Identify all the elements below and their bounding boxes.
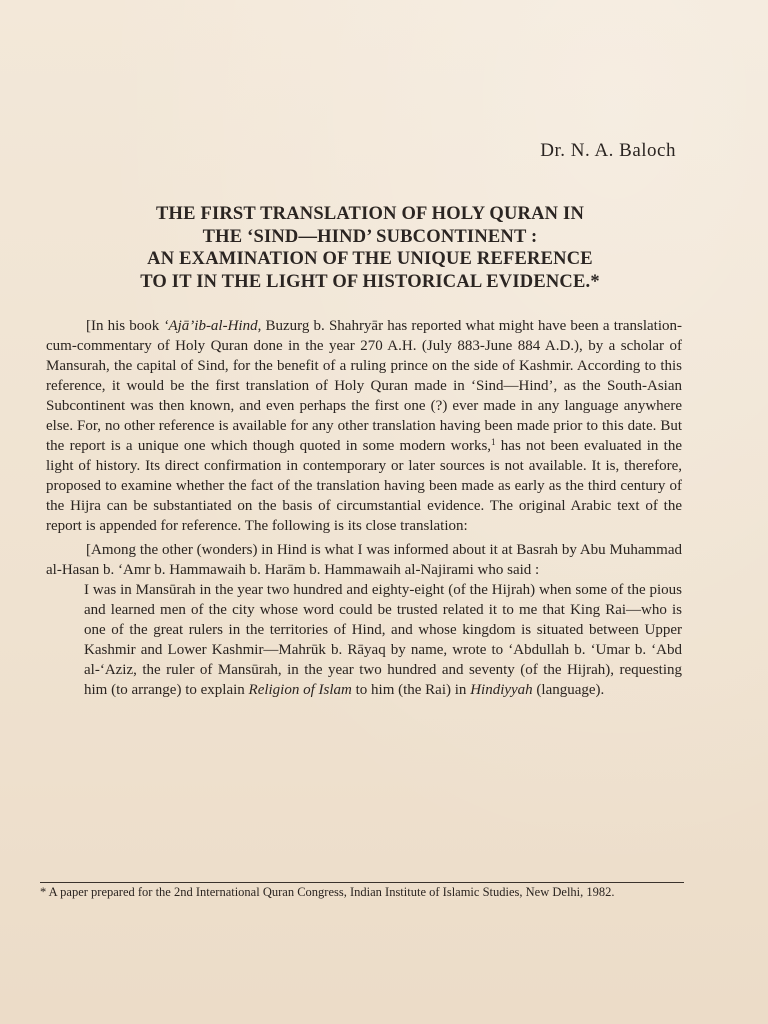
title-line: THE FIRST TRANSLATION OF HOLY QURAN IN <box>155 204 585 224</box>
title-line: TO IT IN THE LIGHT OF HISTORICAL EVIDENCE.* <box>140 271 600 292</box>
title-line: AN EXAMINATION OF THE UNIQUE REFERENCE <box>147 249 593 269</box>
quote-italic-religion: Religion of Islam <box>248 682 352 698</box>
paragraph-intro <box>46 316 682 536</box>
title-line: THE ‘SIND—HIND’ SUBCONTINENT : <box>202 226 538 247</box>
quoted-passage <box>84 580 682 700</box>
article-title <box>50 203 690 293</box>
paragraph-intro-open: [In his book <box>86 318 164 334</box>
book-title: ‘Ajā’ib-al-Hind <box>163 318 258 334</box>
quote-text: I was in Mansūrah in the year two hundred and eighty-eight (of the Hijrah) when some of the pious and learned men of the city whose word could be trusted related it to me that King Rai—who is one of the great rulers in the territories of Hind, and whose kingdom is situated between Upper Kashmir and Lower Kashmir—Mahrūk b. Rāyaq by name, wrote to ‘Abdullah b. ‘Umar b. ‘Abd al-‘Aziz, the ruler of Mansūrah, in the year two hundred and seventy (of the Hijrah), requesting him (to arrange) to explain <box>84 582 682 698</box>
quote-text-mid: to him (the Rai) in <box>351 682 471 698</box>
article-body <box>46 316 682 700</box>
paragraph-intro-text: , Buzurg b. Shahryār has reported what might have been a translation-cum-commentary of Holy Quran done in the year 270 A.H. (July 883-June 884 A.D.), by a scholar of Mansurah, the capital of Sind, for the benefit of a ruling prince on the side of Kashmir. According to this reference, it would be the first translation of Holy Quran made in ‘Sind—Hind’, as the South-Asian Subcontinent was then known, and even perhaps the first one (?) ever made in any language anywhere else. For, no other reference is available for any other translation having been made prior to this date. But the report is a unique one which though quoted in some modern works, <box>46 318 683 454</box>
quote-text-end: (language). <box>532 682 605 698</box>
author-name: Dr. N. A. Baloch <box>540 140 676 161</box>
paragraph-among: [Among the other (wonders) in Hind is what I was informed about it at Basrah by Abu Muhammad al-Hasan b. ‘Amr b. Hammawaih b. Harām b. Hammawaih al-Najirami who said : <box>46 542 682 578</box>
quote-italic-hindiyyah: Hindiyyah <box>470 682 533 698</box>
footnote-divider <box>40 882 684 883</box>
footnote: * A paper prepared for the 2nd International Quran Congress, Indian Institute of Islamic Studies, New Delhi, 1982. <box>40 885 615 899</box>
footnote-mark: 1 <box>491 437 496 447</box>
paragraph-intro-text-cont: has not been evaluated in the light of history. Its direct confirmation in contemporary or later sources is not available. It is, therefore, proposed to examine whether the fact of the translation having been made as early as the third century of the Hijra can be substantiated on the basis of circumstantial evidence. The original Arabic text of the report is appended for reference. The following is its close translation: <box>46 438 682 534</box>
